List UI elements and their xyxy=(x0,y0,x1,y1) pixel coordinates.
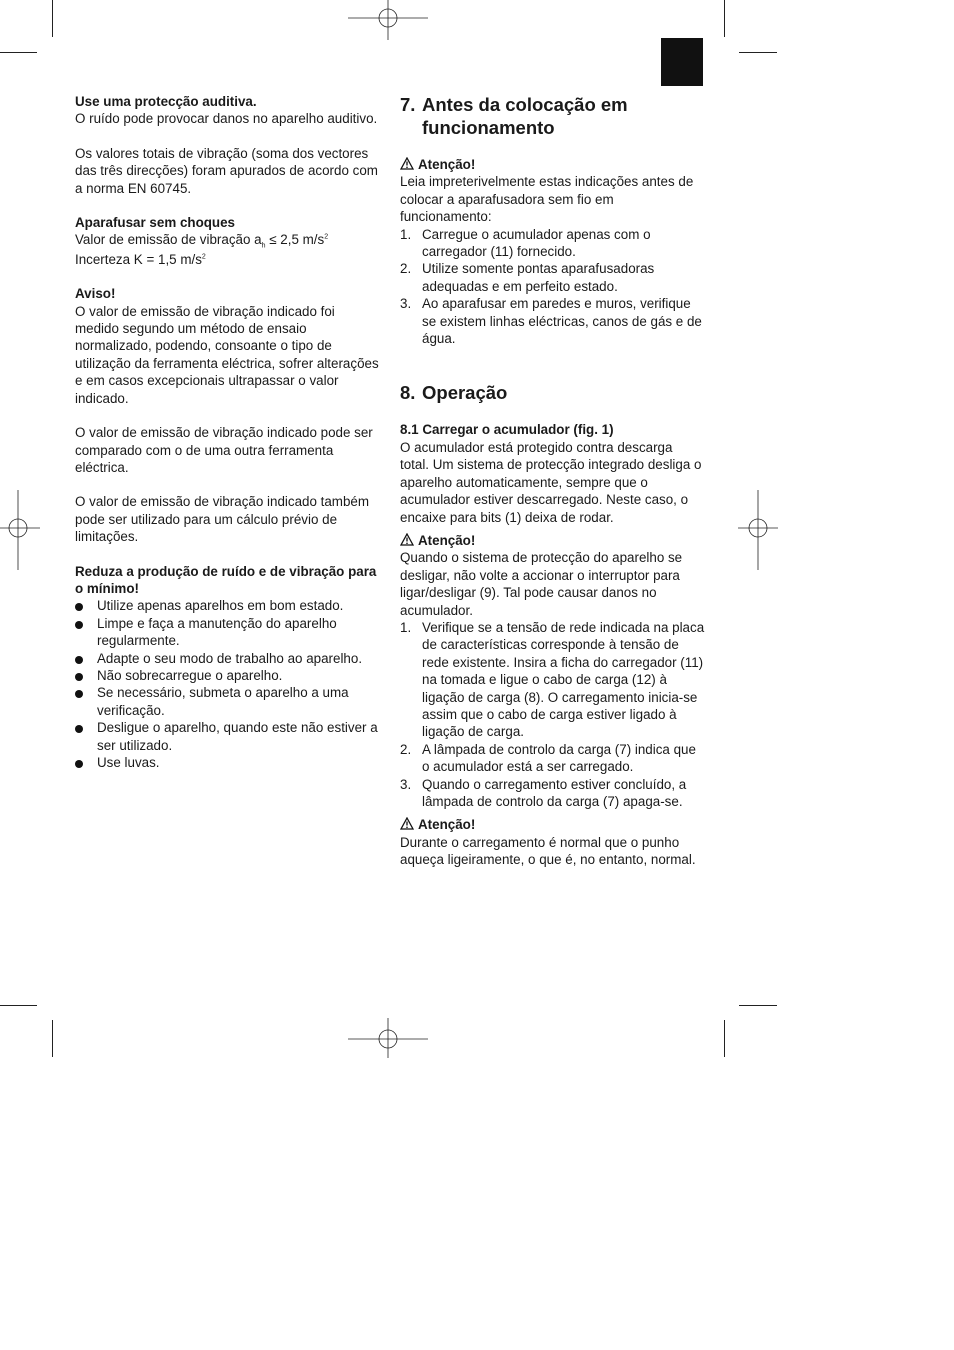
list-item: Adapte o seu modo de trabalho ao aparelho. xyxy=(75,650,380,667)
list-item: 2. Utilize somente pontas aparafusadoras adequadas e em perfeito estado. xyxy=(400,261,655,294)
reduce-list xyxy=(75,597,380,771)
notice-paragraph: O valor de emissão de vibração indicado pode ser comparado com o de uma outra ferramenta eléctrica. xyxy=(75,425,373,475)
list-item: Utilize apenas aparelhos em bom estado. xyxy=(75,597,380,614)
attention-note: Atenção! xyxy=(400,532,705,549)
emission-value: Valor de emissão de vibração $a_h \le 2,5$ $m/s^2$ xyxy=(75,232,329,251)
attention-note: Atenção! xyxy=(400,816,705,833)
attention-note: Atenção! xyxy=(400,156,705,173)
list-item: 3. Quando o carregamento estiver concluído, a lâmpada de controlo da carga (7) apaga-se. xyxy=(400,776,687,809)
hearing-heading: Use uma protecção auditiva. xyxy=(75,94,257,109)
section-7-intro: Leia impreterivelmente estas indicações antes de colocar a aparafusadora sem fio em funcionamento: xyxy=(400,174,694,225)
crop-mark xyxy=(52,1020,53,1057)
section-8-list xyxy=(400,619,705,810)
crop-mark xyxy=(0,1005,37,1006)
list-item: Se necessário, submeta o aparelho a uma verificação. xyxy=(75,684,380,719)
notice-paragraph: O valor de emissão de vibração indicado foi medido segundo um método de ensaio normalizado, podendo, consoante o tipo de utilização da ferramenta eléctrica, sofrer alterações e em casos excepcionais ultrapassar o valor indicado. xyxy=(75,303,379,406)
list-item: Desligue o aparelho, quando este não estiver a ser utilizado. xyxy=(75,719,380,754)
list-item: 1. Verifique se a tensão de rede indicada na placa de características corresponde à tensão de rede existente. Insira a ficha do carregador (11) na tomada e ligue o cabo de carga (12) à ligação de carga (8). O carregamento inicia-se assim que o cabo de carga estiver ligado à ligação de carga. xyxy=(400,619,705,740)
crop-mark xyxy=(0,52,37,53)
section-7-list xyxy=(400,226,705,348)
reduce-heading: Reduza a produção de ruído e de vibração para o mínimo! xyxy=(75,563,377,596)
language-tab xyxy=(661,38,703,86)
warning-icon xyxy=(400,817,414,830)
left-column xyxy=(75,93,380,771)
notice-paragraph: O valor de emissão de vibração indicado também pode ser utilizado para um cálculo prévio de limitações. xyxy=(75,494,369,545)
list-item: Limpe e faça a manutenção do aparelho regularmente. xyxy=(75,615,380,650)
list-item: Não sobrecarregue o aparelho. xyxy=(75,667,380,684)
list-item: Use luvas. xyxy=(75,754,380,771)
registration-mark-top xyxy=(348,0,428,40)
warning-icon xyxy=(400,533,414,546)
registration-mark-bottom xyxy=(348,1018,428,1058)
crop-mark xyxy=(739,52,777,53)
subsection-8-1-heading: 8.1 Carregar o acumulador (fig. 1) xyxy=(400,422,614,438)
section-7-title: 7. Antes da colocação em funcionamento xyxy=(400,94,628,138)
crop-mark xyxy=(739,1005,777,1006)
list-item: 3. Ao aparafusar em paredes e muros, verifique se existem linhas eléctricas, canos de gás e de água. xyxy=(400,296,702,347)
screw-heading: Aparafusar sem choques xyxy=(75,215,236,231)
list-item: 2. A lâmpada de controlo da carga (7) indica que o acumulador está a ser carregado. xyxy=(400,741,696,775)
crop-mark xyxy=(724,0,725,37)
attention-text: Durante o carregamento é normal que o punho aqueça ligeiramente, o que é, no entanto, normal. xyxy=(400,834,696,868)
section-8-title: 8. Operação xyxy=(400,382,508,404)
registration-mark-left xyxy=(0,490,40,570)
uncertainty-value: Incerteza K = 1,5 $m/s^2$ xyxy=(75,251,206,267)
right-column xyxy=(400,93,705,869)
warning-icon xyxy=(400,157,414,170)
hearing-text: O ruído pode provocar danos no aparelho auditivo. xyxy=(75,111,378,127)
registration-mark-right xyxy=(738,490,778,570)
crop-mark xyxy=(724,1020,725,1057)
subsection-8-1-text: O acumulador está protegido contra descarga total. Um sistema de protecção integrado desliga o aparelho automaticamente, sempre que o acumulador estiver descarregado. Neste caso, o encaixe para bits (1) deixa de rodar. xyxy=(400,439,702,525)
vibration-intro: Os valores totais de vibração (soma dos vectores das três direcções) foram apurados de acordo com a norma EN 60745. xyxy=(75,145,378,196)
attention-text: Quando o sistema de protecção do aparelho se desligar, não volte a accionar o interruptor para ligar/desligar (9). Tal pode causar danos no acumulador. xyxy=(400,550,683,618)
notice-heading: Aviso! xyxy=(75,286,116,302)
list-item: 1. Carregue o acumulador apenas com o carregador (11) fornecido. xyxy=(400,226,651,260)
crop-mark xyxy=(52,0,53,37)
